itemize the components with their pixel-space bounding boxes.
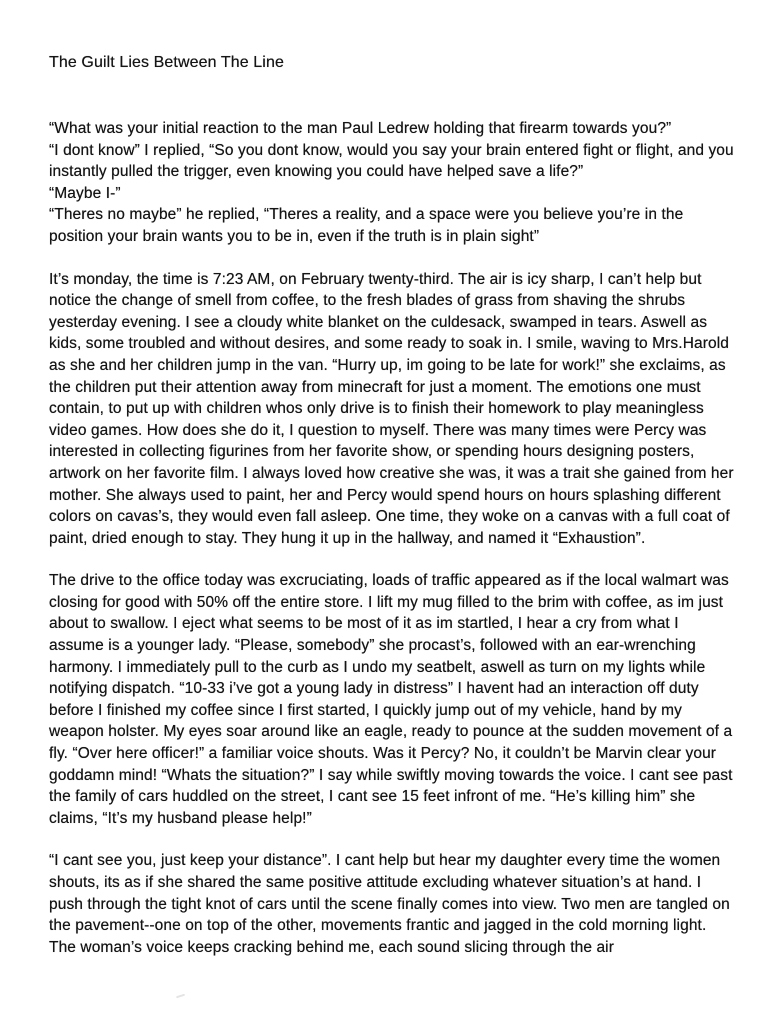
document-title: The Guilt Lies Between The Line: [49, 54, 284, 71]
paragraph-line: “Maybe I-”: [49, 184, 121, 202]
paragraph-line: It’s monday, the time is 7:23 AM, on February twenty-third. The air is icy sharp, I can’t help but notice the change of smell from coffee, to the fresh blades of grass from shaving the shrubs yesterday evening. I see a cloudy white blanket on the culdesack, swamped in tears. Aswell as kids, some troubled and without desires, and some ready to soak in. I smile, waving to Mrs.Harold as she and her children jump in the van. “Hurry up, im going to be late for work!” she exclaims, as the children put their attention away from minecraft for just a moment. The emotions one must contain, to put up with children whos only drive is to finish their homework to play meaningless video games. How does she do it, I question to myself. There was many times were Percy was interested in collecting figurines from her favorite show, or spending hours designing posters, artwork on her favorite film. I always loved how creative she was, it was a trait she gained from her mother. She always used to paint, her and Percy would spend hours on hours splashing different colors on cavas’s, they would even fall asleep. One time, they woke on a canvas with a full coat of paint, dried enough to stay. They hung it up in the hallway, and named it “Exhaustion”.: [49, 270, 734, 547]
paragraph-line: “Theres no maybe” he replied, “Theres a reality, and a space were you believe you’re in the position your brain wants you to be in, even if the truth is in plain sight”: [49, 206, 684, 245]
scan-artifact: [176, 994, 185, 999]
paragraph: [49, 118, 737, 248]
paragraph: [49, 850, 737, 958]
paragraph: [49, 570, 737, 829]
document-body: [49, 118, 737, 958]
paragraph-line: The drive to the office today was excruciating, loads of traffic appeared as if the local walmart was closing for good with 50% off the entire store. I lift my mug filled to the brim with coffee, as im just about to swallow. I eject what seems to be most of it as im startled, I hear a cry from what I assume is a younger lady. “Please, somebody” she procast’s, followed with an ear-wrenching harmony. I immediately pull to the curb as I undo my seatbelt, aswell as turn on my lights while notifying dispatch. “10-33 i’ve got a young lady in distress” I havent had an interaction off duty before I finished my coffee since I first started, I quickly jump out of my vehicle, hand by my weapon holster. My eyes soar around like an eagle, ready to pounce at the sudden movement of a fly. “Over here officer!” a familiar voice shouts. Was it Percy? No, it couldn’t be Marvin clear your goddamn mind! “Whats the situation?” I say while swiftly moving towards the voice. I cant see past the family of cars huddled on the street, I cant see 15 feet infront of me. “He’s killing him” she claims, “It’s my husband please help!”: [49, 572, 733, 827]
paragraph-line: “What was your initial reaction to the man Paul Ledrew holding that firearm towards you?”: [49, 120, 672, 137]
paragraph-line: “I cant see you, just keep your distance”. I cant help but hear my daughter every time the women shouts, its as if she shared the same positive attitude excluding whatever situation’s at hand. I push through the tight knot of cars until the scene finally comes into view. Two men are tangled on the pavement--one on top of the other, movements frantic and jagged in the cold morning light. The woman’s voice keeps cracking behind me, each sound slicing through the air: [49, 852, 730, 956]
paragraph-line: “I dont know” I replied, “So you dont know, would you say your brain entered fight or flight, and you instantly pulled the trigger, even knowing you could have helped save a life?”: [49, 141, 734, 181]
paragraph: [49, 269, 737, 550]
